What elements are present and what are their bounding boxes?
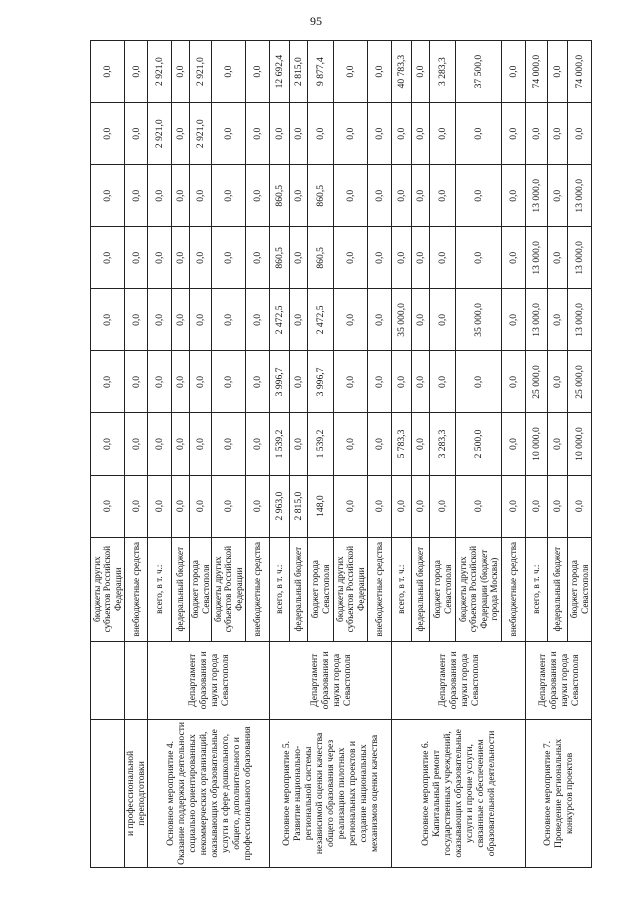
value-cell: 0,0 xyxy=(334,475,368,537)
funding-source-cell: бюджеты других субъектов Российской Федерации xyxy=(334,537,368,641)
value-cell: 0,0 xyxy=(212,475,246,537)
value-cell: 0,0 xyxy=(190,475,212,537)
value-cell: 0,0 xyxy=(502,413,526,475)
value-cell: 0,0 xyxy=(412,165,430,227)
value-cell: 0,0 xyxy=(430,165,456,227)
executor-cell: Департамент образования и науки города Севастополя xyxy=(270,641,392,719)
value-cell: 0,0 xyxy=(212,165,246,227)
value-cell: 0,0 xyxy=(456,475,502,537)
value-cell: 0,0 xyxy=(212,289,246,351)
value-cell: 0,0 xyxy=(430,289,456,351)
value-cell: 0,0 xyxy=(334,351,368,413)
value-cell: 0,0 xyxy=(246,413,270,475)
value-cell: 13 000,0 xyxy=(568,165,592,227)
value-cell: 0,0 xyxy=(334,165,368,227)
funding-source-cell: внебюджетные средства xyxy=(246,537,270,641)
value-cell: 0,0 xyxy=(456,165,502,227)
funding-source-cell: бюджет города Севастополя xyxy=(430,537,456,641)
executor-cell xyxy=(91,641,125,719)
value-cell: 0,0 xyxy=(548,413,568,475)
value-cell: 3 283,3 xyxy=(430,413,456,475)
value-cell: 2 921,0 xyxy=(148,41,172,103)
value-cell: 0,0 xyxy=(456,103,502,165)
funding-source-cell: всего, в т. ч.: xyxy=(270,537,290,641)
value-cell: 0,0 xyxy=(334,41,368,103)
value-cell: 860,5 xyxy=(270,227,290,289)
value-cell: 0,0 xyxy=(502,475,526,537)
value-cell: 2 921,0 xyxy=(190,103,212,165)
value-cell: 2 815,0 xyxy=(290,475,308,537)
value-cell: 35 000,0 xyxy=(392,289,412,351)
funding-source-cell: бюджет города Севастополя xyxy=(308,537,334,641)
value-cell: 0,0 xyxy=(290,103,308,165)
table-body xyxy=(91,41,592,868)
value-cell: 0,0 xyxy=(172,475,190,537)
value-cell: 0,0 xyxy=(412,475,430,537)
value-cell: 0,0 xyxy=(502,289,526,351)
funding-source-cell: внебюджетные средства xyxy=(502,537,526,641)
value-cell: 0,0 xyxy=(212,413,246,475)
value-cell: 0,0 xyxy=(246,41,270,103)
value-cell: 10 000,0 xyxy=(526,413,548,475)
value-cell: 13 000,0 xyxy=(526,165,548,227)
value-cell: 35 000,0 xyxy=(456,289,502,351)
funding-source-cell: федеральный бюджет xyxy=(290,537,308,641)
value-cell: 5 783,3 xyxy=(392,413,412,475)
value-cell: 860,5 xyxy=(308,227,334,289)
value-cell: 0,0 xyxy=(548,165,568,227)
funding-source-cell: всего, в т. ч.: xyxy=(392,537,412,641)
value-cell: 1 539,2 xyxy=(308,413,334,475)
value-cell: 2 815,0 xyxy=(290,41,308,103)
value-cell: 3 996,7 xyxy=(270,351,290,413)
value-cell: 0,0 xyxy=(246,165,270,227)
value-cell: 860,5 xyxy=(308,165,334,227)
value-cell: 0,0 xyxy=(430,227,456,289)
value-cell: 0,0 xyxy=(502,41,526,103)
value-cell: 2 921,0 xyxy=(148,103,172,165)
value-cell: 3 283,3 xyxy=(430,41,456,103)
value-cell: 0,0 xyxy=(392,165,412,227)
value-cell: 0,0 xyxy=(456,351,502,413)
value-cell: 0,0 xyxy=(290,413,308,475)
value-cell: 0,0 xyxy=(125,475,148,537)
value-cell: 0,0 xyxy=(212,41,246,103)
value-cell: 2 921,0 xyxy=(190,41,212,103)
value-cell: 0,0 xyxy=(308,103,334,165)
value-cell: 0,0 xyxy=(190,351,212,413)
value-cell: 0,0 xyxy=(172,413,190,475)
value-cell: 0,0 xyxy=(172,41,190,103)
value-cell: 74 000,0 xyxy=(526,41,548,103)
value-cell: 0,0 xyxy=(290,165,308,227)
page-number: 95 xyxy=(310,14,322,28)
value-cell: 0,0 xyxy=(456,227,502,289)
value-cell: 25 000,0 xyxy=(526,351,548,413)
activity-cell xyxy=(91,719,125,867)
value-cell: 0,0 xyxy=(190,413,212,475)
value-cell: 0,0 xyxy=(392,351,412,413)
table-row xyxy=(148,41,172,868)
table-row xyxy=(91,41,125,868)
value-cell: 0,0 xyxy=(125,103,148,165)
value-cell: 0,0 xyxy=(526,103,548,165)
value-cell: 0,0 xyxy=(412,227,430,289)
activity-cell: и профессиональной переподготовки xyxy=(125,719,148,867)
executor-cell: Департамент образования и науки города Севастополя xyxy=(526,641,592,719)
value-cell: 0,0 xyxy=(368,227,392,289)
value-cell: 2 500,0 xyxy=(456,413,502,475)
activity-cell: Основное мероприятие 7. Проведение региональных конкурсов проектов xyxy=(526,719,592,867)
value-cell: 0,0 xyxy=(368,103,392,165)
value-cell: 0,0 xyxy=(91,165,125,227)
value-cell: 0,0 xyxy=(502,351,526,413)
value-cell: 0,0 xyxy=(148,351,172,413)
value-cell: 0,0 xyxy=(392,475,412,537)
funding-source-cell: федеральный бюджет xyxy=(548,537,568,641)
value-cell: 0,0 xyxy=(334,413,368,475)
executor-cell: Департамент образования и науки города Севастополя xyxy=(392,641,526,719)
value-cell: 0,0 xyxy=(368,165,392,227)
value-cell: 0,0 xyxy=(212,227,246,289)
value-cell: 0,0 xyxy=(526,475,548,537)
value-cell: 0,0 xyxy=(125,289,148,351)
value-cell: 0,0 xyxy=(172,289,190,351)
rotated-table-container xyxy=(90,40,590,868)
funding-source-cell: всего, в т. ч.: xyxy=(148,537,172,641)
value-cell: 0,0 xyxy=(172,227,190,289)
value-cell: 0,0 xyxy=(548,351,568,413)
value-cell: 0,0 xyxy=(430,103,456,165)
value-cell: 0,0 xyxy=(148,165,172,227)
value-cell: 0,0 xyxy=(548,475,568,537)
funding-source-cell: бюджет города Севастополя xyxy=(190,537,212,641)
activity-cell: Основное мероприятие 4. Оказание поддержки деятельности социально ориентированных некоммерческих организаций, оказывающих образовательные услуги в сфере дошкольного, общего, дополнительного и профессионального образования xyxy=(148,719,270,867)
value-cell: 0,0 xyxy=(368,41,392,103)
value-cell: 0,0 xyxy=(246,475,270,537)
value-cell: 0,0 xyxy=(246,289,270,351)
funding-source-cell: бюджеты других субъектов Российской Федерации xyxy=(212,537,246,641)
value-cell: 0,0 xyxy=(148,289,172,351)
value-cell: 0,0 xyxy=(548,289,568,351)
value-cell: 74 000,0 xyxy=(568,41,592,103)
value-cell: 0,0 xyxy=(91,351,125,413)
value-cell: 0,0 xyxy=(91,475,125,537)
value-cell: 0,0 xyxy=(91,227,125,289)
value-cell: 13 000,0 xyxy=(568,227,592,289)
value-cell: 13 000,0 xyxy=(526,227,548,289)
value-cell: 0,0 xyxy=(368,413,392,475)
value-cell: 12 692,4 xyxy=(270,41,290,103)
value-cell: 0,0 xyxy=(172,351,190,413)
value-cell: 0,0 xyxy=(148,227,172,289)
funding-source-cell: бюджеты других субъектов Российской Федерации xyxy=(91,537,125,641)
funding-source-cell: федеральный бюджет xyxy=(412,537,430,641)
value-cell: 0,0 xyxy=(412,289,430,351)
value-cell: 0,0 xyxy=(148,475,172,537)
budget-table xyxy=(90,40,592,868)
value-cell: 0,0 xyxy=(125,413,148,475)
value-cell: 0,0 xyxy=(246,227,270,289)
funding-source-cell: федеральный бюджет xyxy=(172,537,190,641)
value-cell: 0,0 xyxy=(548,103,568,165)
activity-cell: Основное мероприятие 6. Капитальный ремонт государственных учреждений, оказывающих образовательные услуги и прочие услуги, связанные с обеспечением образовательной деятельности xyxy=(392,719,526,867)
value-cell: 0,0 xyxy=(190,165,212,227)
value-cell: 0,0 xyxy=(270,103,290,165)
value-cell: 0,0 xyxy=(290,227,308,289)
executor-cell: Департамент образования и науки города Севастополя xyxy=(148,641,270,719)
value-cell: 1 539,2 xyxy=(270,413,290,475)
value-cell: 0,0 xyxy=(412,351,430,413)
value-cell: 0,0 xyxy=(568,103,592,165)
value-cell: 148,0 xyxy=(308,475,334,537)
value-cell: 0,0 xyxy=(91,41,125,103)
value-cell: 37 500,0 xyxy=(456,41,502,103)
value-cell: 0,0 xyxy=(91,413,125,475)
table-row xyxy=(392,41,412,868)
value-cell: 860,5 xyxy=(270,165,290,227)
value-cell: 0,0 xyxy=(125,41,148,103)
value-cell: 40 783,3 xyxy=(392,41,412,103)
value-cell: 13 000,0 xyxy=(568,289,592,351)
value-cell: 0,0 xyxy=(290,351,308,413)
value-cell: 13 000,0 xyxy=(526,289,548,351)
table-row xyxy=(270,41,290,868)
value-cell: 25 000,0 xyxy=(568,351,592,413)
value-cell: 0,0 xyxy=(412,103,430,165)
value-cell: 0,0 xyxy=(334,227,368,289)
executor-cell xyxy=(125,641,148,719)
value-cell: 0,0 xyxy=(368,289,392,351)
value-cell: 0,0 xyxy=(172,103,190,165)
funding-source-cell: бюджет города Севастополя xyxy=(568,537,592,641)
value-cell: 0,0 xyxy=(91,289,125,351)
value-cell: 0,0 xyxy=(368,351,392,413)
value-cell: 0,0 xyxy=(568,475,592,537)
value-cell: 0,0 xyxy=(212,103,246,165)
value-cell: 0,0 xyxy=(430,475,456,537)
value-cell: 2 963,0 xyxy=(270,475,290,537)
value-cell: 0,0 xyxy=(125,351,148,413)
funding-source-cell: внебюджетные средства xyxy=(125,537,148,641)
value-cell: 0,0 xyxy=(212,351,246,413)
funding-source-cell: внебюджетные средства xyxy=(368,537,392,641)
value-cell: 9 877,4 xyxy=(308,41,334,103)
value-cell: 0,0 xyxy=(502,103,526,165)
value-cell: 0,0 xyxy=(334,289,368,351)
value-cell: 0,0 xyxy=(392,103,412,165)
value-cell: 2 472,5 xyxy=(270,289,290,351)
value-cell: 0,0 xyxy=(125,227,148,289)
value-cell: 0,0 xyxy=(148,413,172,475)
value-cell: 0,0 xyxy=(246,103,270,165)
value-cell: 0,0 xyxy=(412,41,430,103)
value-cell: 0,0 xyxy=(502,165,526,227)
value-cell: 0,0 xyxy=(430,351,456,413)
value-cell: 0,0 xyxy=(334,103,368,165)
value-cell: 0,0 xyxy=(125,165,148,227)
value-cell: 0,0 xyxy=(548,227,568,289)
value-cell: 10 000,0 xyxy=(568,413,592,475)
value-cell: 0,0 xyxy=(190,289,212,351)
funding-source-cell: всего, в т. ч.: xyxy=(526,537,548,641)
value-cell: 0,0 xyxy=(91,103,125,165)
table-row xyxy=(526,41,548,868)
funding-source-cell: бюджеты других субъектов Российской Федерации (бюджет города Москвы) xyxy=(456,537,502,641)
value-cell: 2 472,5 xyxy=(308,289,334,351)
value-cell: 0,0 xyxy=(368,475,392,537)
value-cell: 0,0 xyxy=(412,413,430,475)
value-cell: 0,0 xyxy=(392,227,412,289)
value-cell: 0,0 xyxy=(290,289,308,351)
value-cell: 3 996,7 xyxy=(308,351,334,413)
activity-cell: Основное мероприятие 5. Развитие национально-региональной системы независимой оценки качества общего образования через реализацию пилотных региональных проектов и создание национальных механизмов оценки качества xyxy=(270,719,392,867)
value-cell: 0,0 xyxy=(548,41,568,103)
value-cell: 0,0 xyxy=(246,351,270,413)
value-cell: 0,0 xyxy=(502,227,526,289)
value-cell: 0,0 xyxy=(190,227,212,289)
table-row xyxy=(125,41,148,868)
value-cell: 0,0 xyxy=(172,165,190,227)
